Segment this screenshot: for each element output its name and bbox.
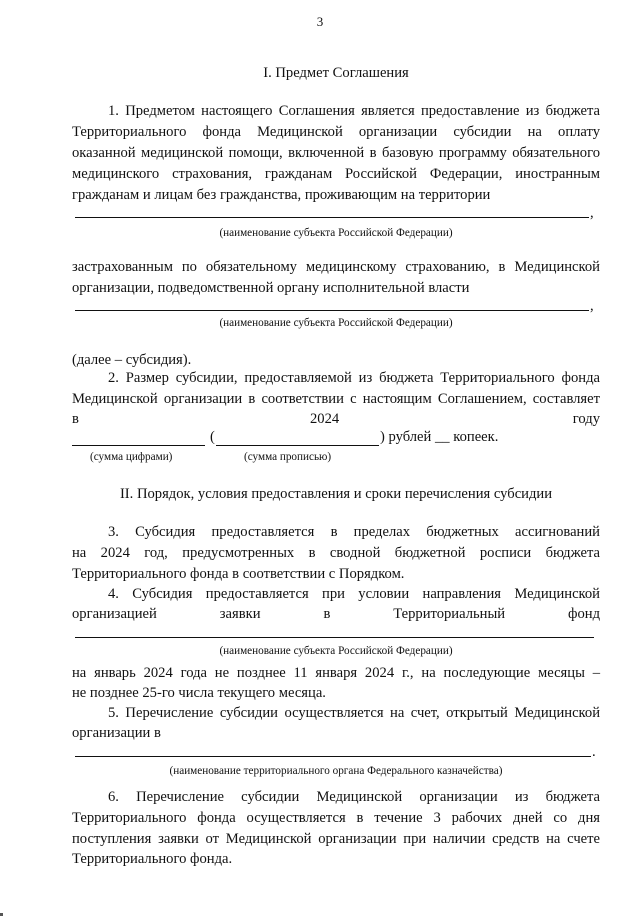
para-6-line-3: поступления заявки от Медицинской организации при наличии средств на счете <box>72 831 600 847</box>
para-4-line-1: 4. Субсидия предоставляется при условии направления Медицинской <box>108 586 600 602</box>
para-1-line-2: Территориального фонда Медицинской организации субсидии на оплату <box>72 124 600 140</box>
year-value: 2024 <box>310 411 340 427</box>
section-1-heading: I. Предмет Соглашения <box>263 65 409 81</box>
para-1-line-1: 1. Предметом настоящего Соглашения является предоставление из бюджета <box>108 103 600 119</box>
page-number: 3 <box>316 14 324 29</box>
amount-words-blank <box>216 427 379 446</box>
section-2-heading: II. Порядок, условия предоставления и сроки перечисления субсидии <box>119 486 553 502</box>
para-1-line-5: гражданам и лицам без гражданства, проживающим на территории <box>72 187 491 203</box>
para-6-line-1: 6. Перечисление субсидии Медицинской организации из бюджета <box>108 789 600 805</box>
field-caption: (наименование субъекта Российской Федерации) <box>219 227 453 239</box>
fill-in-line <box>75 637 594 638</box>
year-word: году <box>572 411 600 427</box>
para-1-cont-line-1: застрахованным по обязательному медицинскому страхованию, в Медицинской <box>72 259 600 275</box>
para-2-line-1: 2. Размер субсидии, предоставляемой из бюджета Территориального фонда <box>108 370 600 386</box>
amount-digits-blank <box>72 427 205 446</box>
para-1-cont-line-2: организации, подведомственной органу исполнительной власти <box>72 280 470 296</box>
para-4-cont-line-1: на январь 2024 года не позднее 11 января 2024 г., на последующие месяцы – <box>72 665 600 681</box>
para-5-line-2: организации в <box>72 725 161 741</box>
para-5-line-1: 5. Перечисление субсидии осуществляется на счет, открытый Медицинской <box>108 705 600 721</box>
field-caption: (наименование субъекта Российской Федерации) <box>219 317 453 329</box>
para-2-line-2: Медицинской организации в соответствии с настоящим Соглашением, составляет <box>72 391 600 407</box>
field-caption: (наименование субъекта Российской Федерации) <box>219 645 453 657</box>
line-period: . <box>592 744 596 760</box>
rubles-kopeks-text: ) рублей __ копеек. <box>380 429 499 445</box>
para-6-line-4: Территориального фонда. <box>72 851 233 867</box>
para-4-line-2: организацией заявки в Территориальный фонд <box>72 606 600 622</box>
line-comma: , <box>590 298 594 314</box>
field-caption: (наименование территориального органа Федерального казначейства) <box>169 765 503 777</box>
para-4-cont-line-2: не позднее 25-го числа текущего месяца. <box>72 685 326 701</box>
para-1-line-3: оказанной медицинской помощи, включенной в базовую программу обязательного <box>72 145 600 161</box>
para-3-line-3: Территориального фонда в соответствии с Порядком. <box>72 566 405 582</box>
line-comma: , <box>590 205 594 221</box>
caption-words: (сумма прописью) <box>244 451 332 463</box>
fill-in-line <box>75 217 589 218</box>
para-3-line-2: на 2024 год, предусмотренных в сводной бюджетной росписи бюджета <box>72 545 600 561</box>
para-1-ending: (далее – субсидия). <box>72 352 192 368</box>
para-3-line-1: 3. Субсидия предоставляется в пределах бюджетных ассигнований <box>108 524 600 540</box>
caption-digits: (сумма цифрами) <box>90 451 173 463</box>
open-paren: ( <box>210 429 215 445</box>
para-1-line-4: медицинского страхования, гражданам Российской Федерации, иностранным <box>72 166 600 182</box>
para-6-line-2: Территориального фонда осуществляется в течение 3 рабочих дней со дня <box>72 810 600 826</box>
fill-in-line <box>75 756 591 757</box>
fill-in-line <box>75 310 589 311</box>
in-word: в <box>72 411 79 427</box>
